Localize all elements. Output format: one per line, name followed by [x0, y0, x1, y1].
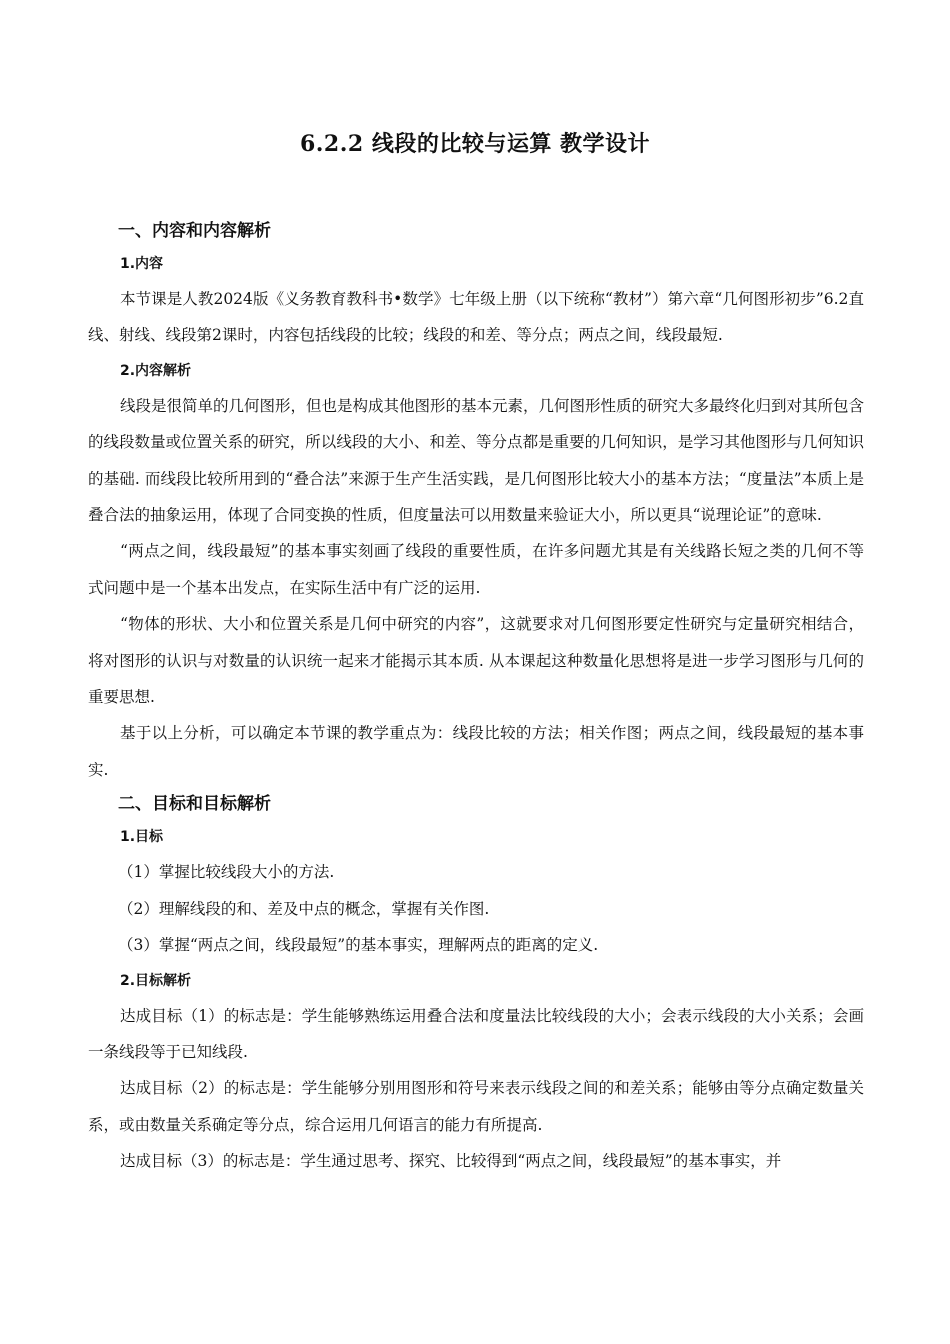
subheading-goals: 1.目标 — [120, 829, 164, 846]
document-body — [88, 215, 864, 1180]
paragraph-analysis-1: 线段是很简单的几何图形，但也是构成其他图形的基本元素，几何图形性质的研究大多最终化归到对其所包含的线段数量或位置关系的研究，所以线段的大小、和差、等分点都是重要的几何知识，是学习其他图形与几何知识的基础. 而线段比较所用到的“叠合法”来源于生产生活实践，是几何图形比较大小的基本方法；“度量法”本质上是叠合法的抽象运用，体现了合同变换的性质，但度量法可以用数量来验证大小，所以更具“说理论证”的意味. — [88, 396, 865, 525]
paragraph-analysis-4: 基于以上分析，可以确定本节课的教学重点为：线段比较的方法；相关作图；两点之间，线段最短的基本事实. — [88, 724, 864, 779]
goal-item-1: （1）掌握比较线段大小的方法. — [118, 863, 335, 882]
subheading-content-analysis: 2.内容解析 — [120, 362, 192, 379]
section-heading-content: 一、内容和内容解析 — [118, 221, 271, 241]
paragraph-analysis-3: “物体的形状、大小和位置关系是几何中研究的内容”，这就要求对几何图形要定性研究与定量研究相结合，将对图形的认识与对数量的认识统一起来才能揭示其本质. 从本课起这种数量化思想将是进一步学习图形与几何的重要思想. — [88, 615, 864, 707]
paragraph-goal-analysis-1: 达成目标（1）的标志是：学生能够熟练运用叠合法和度量法比较线段的大小；会表示线段的大小关系；会画一条线段等于已知线段. — [88, 1006, 864, 1061]
subheading-goal-analysis: 2.目标解析 — [120, 972, 192, 989]
paragraph-goal-analysis-2: 达成目标（2）的标志是：学生能够分别用图形和符号来表示线段之间的和差关系；能够由等分点确定数量关系，或由数量关系确定等分点，综合运用几何语言的能力有所提高. — [88, 1079, 864, 1134]
paragraph-goal-analysis-3: 达成目标（3）的标志是：学生通过思考、探究、比较得到“两点之间，线段最短”的基本事实，并 — [120, 1152, 782, 1171]
paragraph-content-intro: 本节课是人教2024版《义务教育教科书•数学》七年级上册（以下统称“教材”）第六章“几何图形初步”6.2直线、射线、线段第2课时，内容包括线段的比较；线段的和差、等分点；两点之间，线段最短. — [88, 290, 864, 345]
goal-item-3: （3）掌握“两点之间，线段最短”的基本事实，理解两点的距离的定义. — [118, 936, 599, 955]
section-heading-goals: 二、目标和目标解析 — [118, 794, 271, 815]
goal-item-2: （2）理解线段的和、差及中点的概念，掌握有关作图. — [118, 899, 490, 918]
subheading-content: 1.内容 — [120, 256, 164, 272]
paragraph-analysis-2: “两点之间，线段最短”的基本事实刻画了线段的重要性质，在许多问题尤其是有关线路长短之类的几何不等式问题中是一个基本出发点，在实际生活中有广泛的运用. — [88, 542, 864, 597]
document-title: 6.2.2 线段的比较与运算 教学设计 — [299, 131, 651, 157]
